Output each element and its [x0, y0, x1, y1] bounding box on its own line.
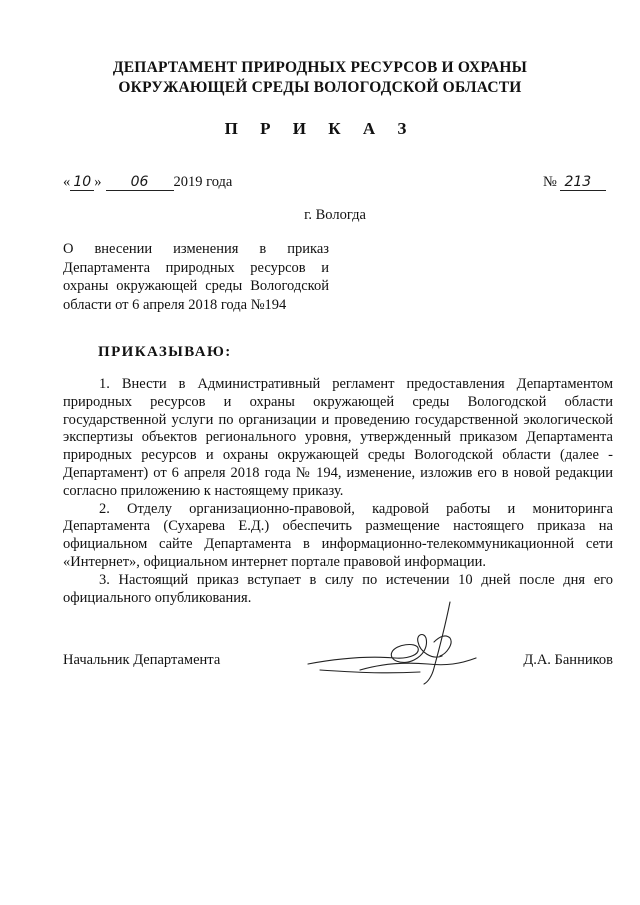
number-value-handwritten: 213 — [560, 174, 606, 191]
order-directive-word: ПРИКАЗЫВАЮ: — [98, 344, 232, 360]
city: г. Вологда — [304, 207, 366, 223]
date-day-handwritten: 10 — [70, 174, 94, 191]
date-month-handwritten: 06 — [106, 174, 174, 191]
signatory-name: Д.А. Банников — [523, 652, 613, 668]
order-subject: О внесении изменения в приказ Департамента природных ресурсов и охраны окружающей среды Вологодской области от 6 апреля 2018 года №194 — [63, 241, 329, 313]
order-body — [63, 376, 613, 607]
department-title-line-2: ОКРУЖАЮЩЕЙ СРЕДЫ ВОЛОГОДСКОЙ ОБЛАСТИ — [118, 79, 522, 96]
department-title — [80, 58, 560, 98]
order-paragraph-2: 2. Отделу организационно-правовой, кадровой работы и мониторинга Департамента (Сухарева Е.Д.) обеспечить размещение настоящего приказа на официальном сайте Департамента в информационно-телекоммуникационной сети «Интернет», официальном интернет портале правовой информации. — [63, 500, 613, 570]
order-paragraph-1: 1. Внести в Административный регламент предоставления Департаментом природных ресурсов и охраны окружающей среды Вологодской области государственной услуги по организации и проведению государственной экологической экспертизы объектов регионального уровня, утвержденный приказом Департамента природных ресурсов и охраны окружающей среды Вологодской области (далее - Департамент) от 6 апреля 2018 года № 194, изменение, изложив его в новой редакции согласно приложению к настоящему приказу. — [63, 376, 613, 499]
number-label: № — [543, 174, 557, 190]
order-paragraph-3: 3. Настоящий приказ вступает в силу по истечении 10 дней после дня его официального опубликования. — [63, 571, 613, 606]
department-title-line-1: ДЕПАРТАМЕНТ ПРИРОДНЫХ РЕСУРСОВ И ОХРАНЫ — [112, 59, 528, 76]
date-open-quote: « — [63, 174, 71, 190]
order-number — [543, 174, 606, 191]
date-close-quote: » — [94, 174, 102, 190]
order-date — [63, 174, 232, 191]
document-type-heading: П Р И К А З — [224, 119, 416, 138]
handwritten-signature — [300, 598, 500, 688]
signatory-position: Начальник Департамента — [63, 652, 221, 668]
date-year: 2019 года — [173, 174, 233, 190]
